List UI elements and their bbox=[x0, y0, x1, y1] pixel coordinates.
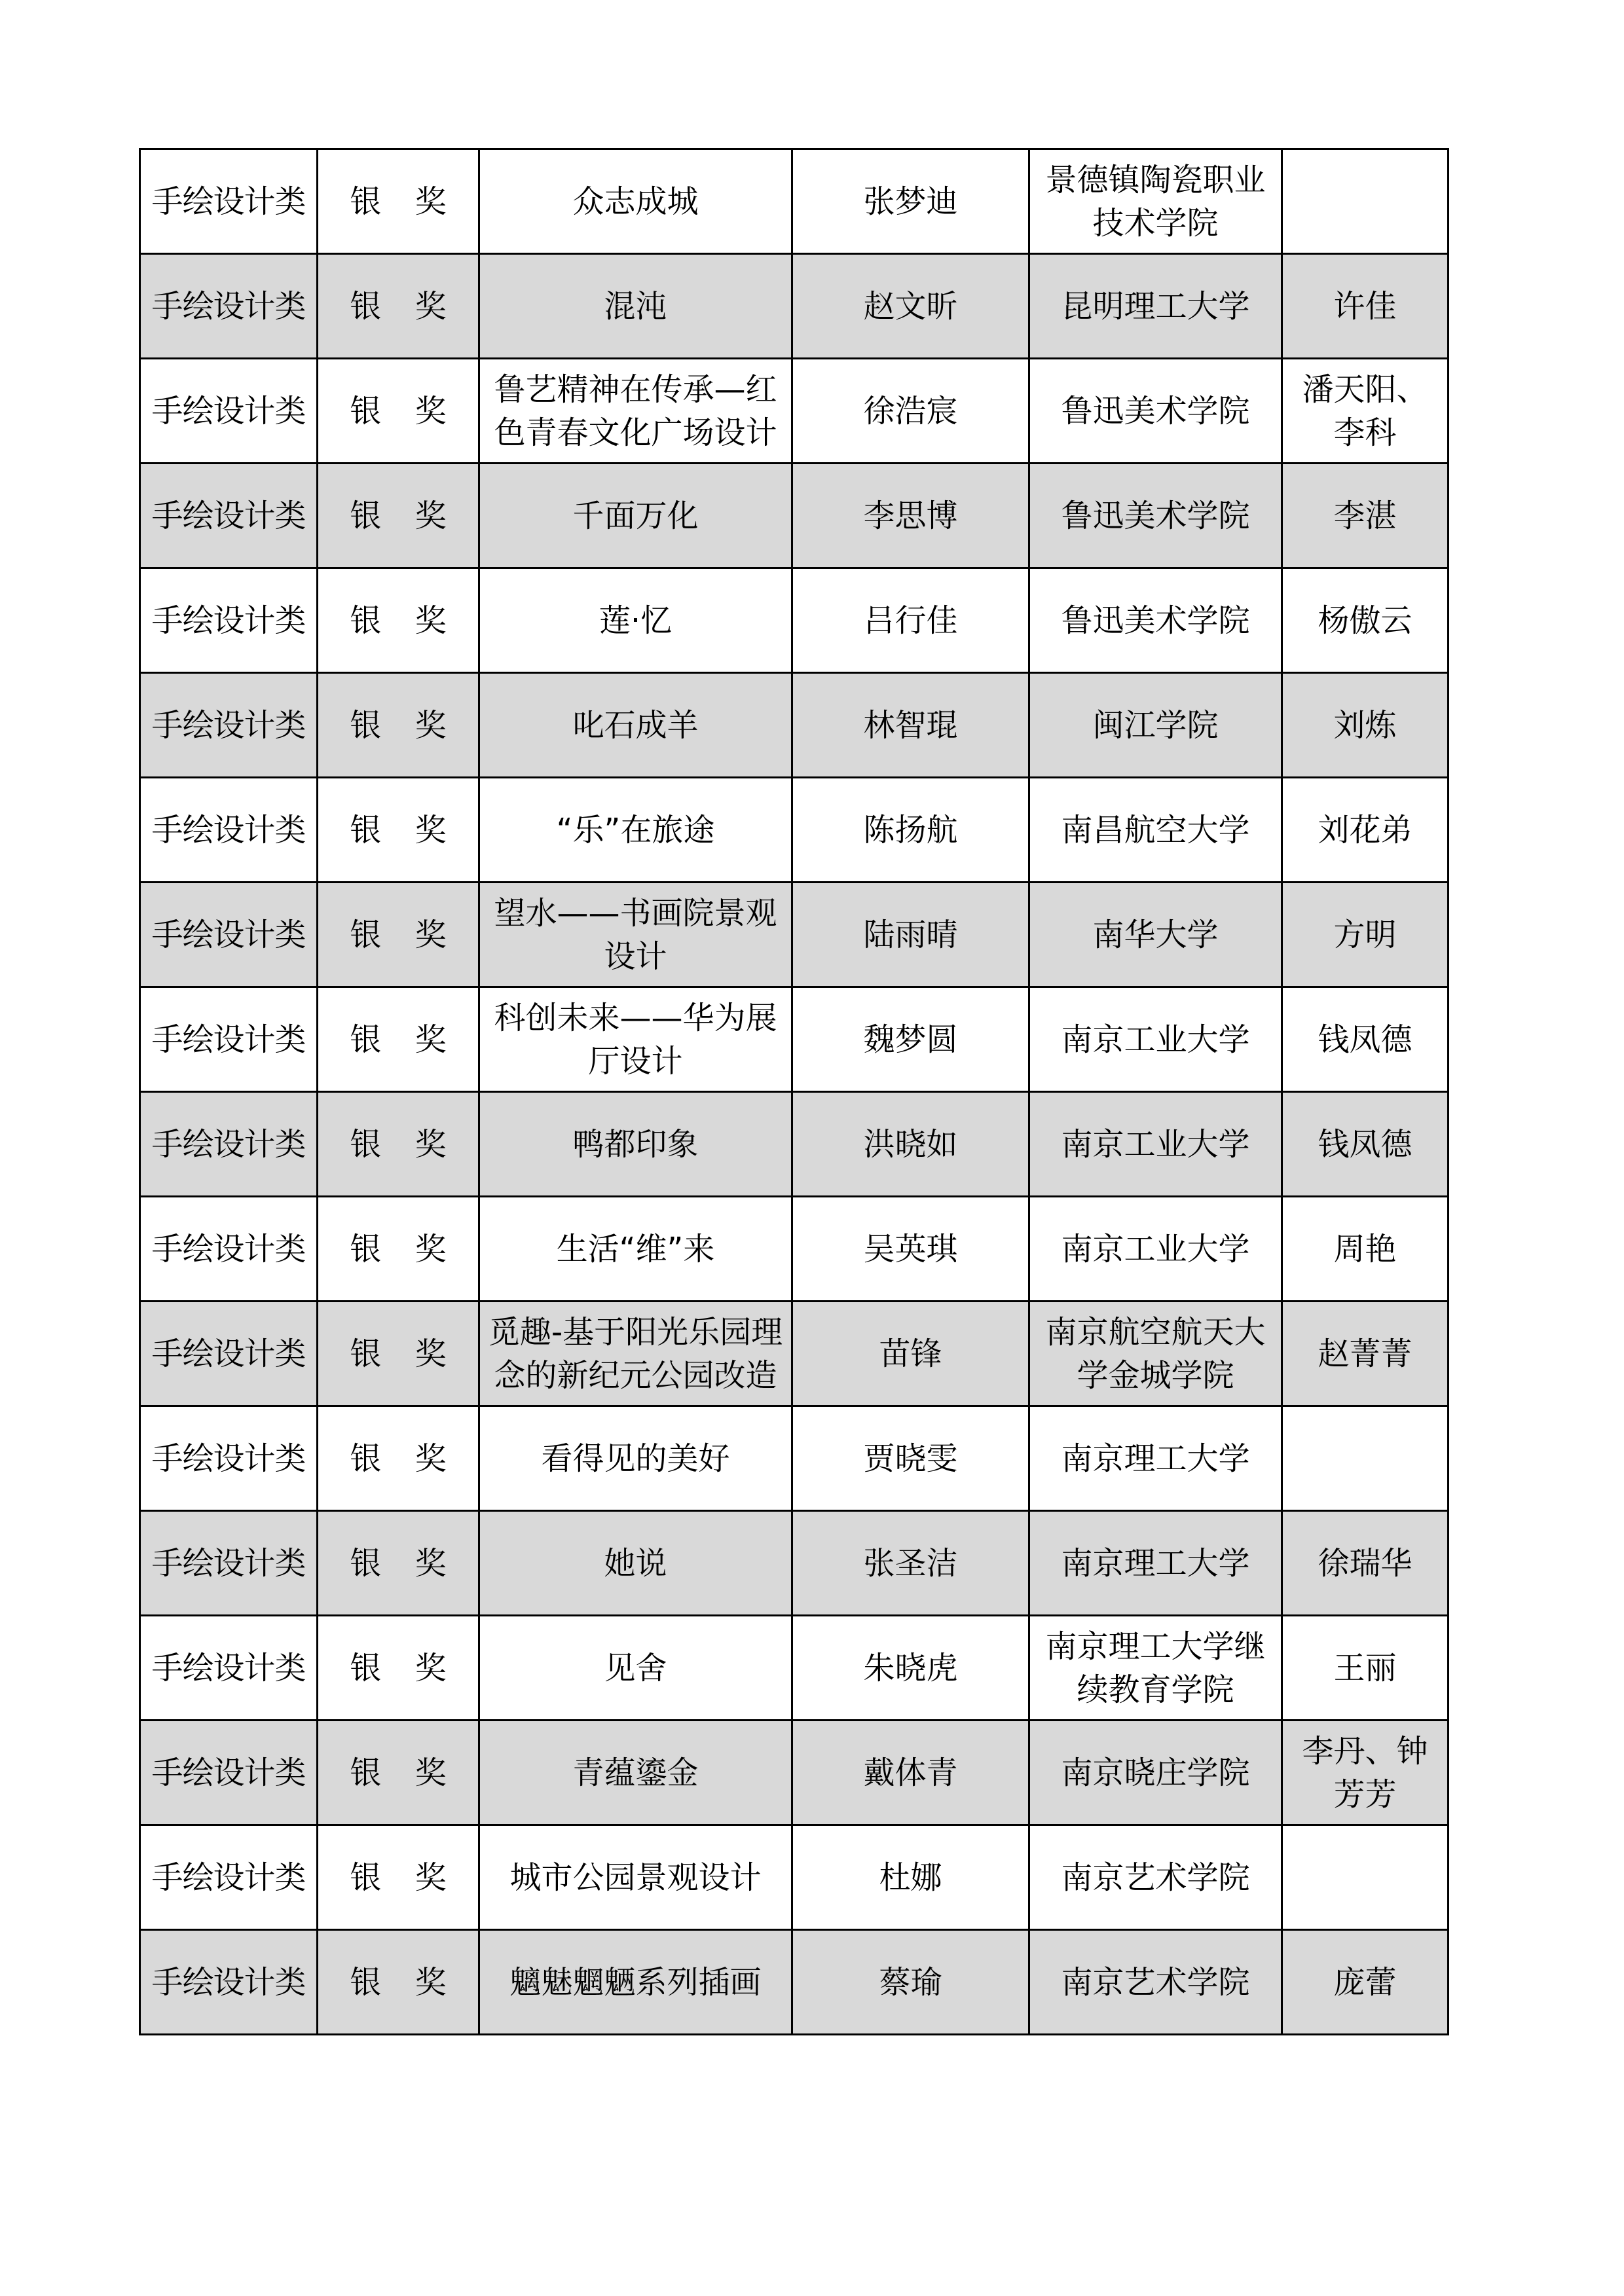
advisor-cell bbox=[1282, 149, 1449, 254]
school-cell-text: 南京工业大学 bbox=[1061, 1125, 1250, 1163]
advisor-cell bbox=[1282, 1721, 1449, 1825]
school-cell-text: 闽江学院 bbox=[1092, 706, 1219, 744]
award-level-cell-text: 银 奖 bbox=[350, 287, 458, 325]
advisor-cell-text: 方明 bbox=[1333, 916, 1397, 953]
school-cell bbox=[1029, 1930, 1282, 2035]
advisor-cell bbox=[1282, 1616, 1449, 1721]
advisor-cell-text: 许佳 bbox=[1333, 287, 1397, 325]
award-level-cell-text: 银 奖 bbox=[350, 1963, 458, 2001]
advisor-cell bbox=[1282, 883, 1449, 987]
work-title-cell-text: 混沌 bbox=[604, 287, 667, 325]
author-cell-text: 张梦迪 bbox=[863, 183, 958, 220]
work-title-cell bbox=[479, 1511, 792, 1616]
work-title-cell bbox=[479, 778, 792, 883]
author-cell-text: 陆雨晴 bbox=[863, 916, 958, 953]
advisor-cell-text: 钱凤德 bbox=[1318, 1021, 1412, 1058]
award-table bbox=[139, 148, 1449, 2035]
work-title-cell-text: 觅趣-基于阳光乐园理念的新纪元公园改造 bbox=[488, 1313, 783, 1394]
school-cell-text: 南京工业大学 bbox=[1061, 1230, 1250, 1267]
work-title-cell-text: 青蕴鎏金 bbox=[572, 1754, 699, 1791]
award-level-cell bbox=[318, 1302, 479, 1406]
work-title-cell bbox=[479, 1197, 792, 1302]
award-level-cell bbox=[318, 464, 479, 568]
table-row bbox=[140, 1511, 1449, 1616]
school-cell-text: 南京理工大学 bbox=[1061, 1544, 1250, 1582]
table-row bbox=[140, 673, 1449, 778]
work-title-cell-text: 生活“维”来 bbox=[556, 1230, 715, 1267]
award-level-cell bbox=[318, 568, 479, 673]
work-title-cell bbox=[479, 1616, 792, 1721]
advisor-cell bbox=[1282, 1511, 1449, 1616]
school-cell bbox=[1029, 673, 1282, 778]
work-title-cell-text: 莲·忆 bbox=[599, 602, 673, 639]
award-level-cell bbox=[318, 1721, 479, 1825]
author-cell-text: 吴英琪 bbox=[863, 1230, 958, 1267]
category-cell bbox=[140, 568, 318, 673]
author-cell-text: 蔡瑜 bbox=[879, 1963, 942, 2001]
author-cell-text: 朱晓虎 bbox=[863, 1649, 958, 1686]
work-title-cell bbox=[479, 987, 792, 1092]
category-cell bbox=[140, 1721, 318, 1825]
advisor-cell bbox=[1282, 1825, 1449, 1930]
table-row bbox=[140, 1406, 1449, 1511]
school-cell-text: 鲁迅美术学院 bbox=[1061, 602, 1250, 639]
category-cell-text: 手绘设计类 bbox=[151, 1859, 306, 1896]
table-row bbox=[140, 359, 1449, 464]
category-cell bbox=[140, 673, 318, 778]
work-title-cell-text: 魑魅魍魉系列插画 bbox=[509, 1963, 762, 2001]
work-title-cell-text: 望水——书画院景观设计 bbox=[494, 894, 777, 975]
work-title-cell bbox=[479, 1302, 792, 1406]
author-cell bbox=[792, 1511, 1029, 1616]
category-cell bbox=[140, 254, 318, 359]
award-table-body bbox=[140, 149, 1449, 2035]
award-level-cell-text: 银 奖 bbox=[350, 1649, 458, 1686]
school-cell bbox=[1029, 149, 1282, 254]
category-cell-text: 手绘设计类 bbox=[151, 1230, 306, 1267]
award-level-cell-text: 银 奖 bbox=[350, 1125, 458, 1163]
author-cell bbox=[792, 1197, 1029, 1302]
author-cell bbox=[792, 673, 1029, 778]
advisor-cell bbox=[1282, 987, 1449, 1092]
category-cell bbox=[140, 1616, 318, 1721]
award-level-cell-text: 银 奖 bbox=[350, 1544, 458, 1582]
category-cell-text: 手绘设计类 bbox=[151, 1335, 306, 1372]
category-cell bbox=[140, 1197, 318, 1302]
school-cell-text: 昆明理工大学 bbox=[1061, 287, 1250, 325]
work-title-cell-text: 鲁艺精神在传承—红色青春文化广场设计 bbox=[494, 371, 777, 451]
advisor-cell-text: 刘炼 bbox=[1333, 706, 1397, 744]
award-level-cell bbox=[318, 1616, 479, 1721]
advisor-cell bbox=[1282, 464, 1449, 568]
table-row bbox=[140, 883, 1449, 987]
category-cell-text: 手绘设计类 bbox=[151, 1754, 306, 1791]
award-level-cell bbox=[318, 254, 479, 359]
work-title-cell-text: 鸭都印象 bbox=[572, 1125, 699, 1163]
advisor-cell-text: 李湛 bbox=[1333, 497, 1397, 534]
school-cell bbox=[1029, 254, 1282, 359]
author-cell-text: 苗锋 bbox=[879, 1335, 942, 1372]
award-level-cell bbox=[318, 1930, 479, 2035]
category-cell-text: 手绘设计类 bbox=[151, 1649, 306, 1686]
work-title-cell bbox=[479, 1721, 792, 1825]
school-cell-text: 南昌航空大学 bbox=[1061, 811, 1250, 848]
school-cell-text: 南京理工大学 bbox=[1061, 1440, 1250, 1477]
category-cell-text: 手绘设计类 bbox=[151, 916, 306, 953]
advisor-cell-text: 钱凤德 bbox=[1318, 1125, 1412, 1163]
category-cell-text: 手绘设计类 bbox=[151, 706, 306, 744]
work-title-cell-text: 城市公园景观设计 bbox=[509, 1859, 762, 1896]
advisor-cell bbox=[1282, 1302, 1449, 1406]
author-cell-text: 徐浩宸 bbox=[863, 392, 958, 429]
school-cell-text: 南京艺术学院 bbox=[1061, 1963, 1250, 2001]
author-cell bbox=[792, 359, 1029, 464]
work-title-cell bbox=[479, 673, 792, 778]
category-cell-text: 手绘设计类 bbox=[151, 287, 306, 325]
author-cell bbox=[792, 149, 1029, 254]
author-cell bbox=[792, 1406, 1029, 1511]
advisor-cell-text: 杨傲云 bbox=[1318, 602, 1412, 639]
school-cell bbox=[1029, 1825, 1282, 1930]
work-title-cell bbox=[479, 359, 792, 464]
advisor-cell bbox=[1282, 254, 1449, 359]
category-cell bbox=[140, 987, 318, 1092]
category-cell bbox=[140, 1930, 318, 2035]
work-title-cell bbox=[479, 1825, 792, 1930]
award-level-cell-text: 银 奖 bbox=[350, 1230, 458, 1267]
table-row bbox=[140, 1197, 1449, 1302]
category-cell-text: 手绘设计类 bbox=[151, 602, 306, 639]
table-row bbox=[140, 1721, 1449, 1825]
school-cell bbox=[1029, 1092, 1282, 1197]
award-level-cell-text: 银 奖 bbox=[350, 1440, 458, 1477]
category-cell bbox=[140, 1406, 318, 1511]
school-cell-text: 南京工业大学 bbox=[1061, 1021, 1250, 1058]
award-level-cell-text: 银 奖 bbox=[350, 392, 458, 429]
award-level-cell-text: 银 奖 bbox=[350, 706, 458, 744]
award-level-cell bbox=[318, 1825, 479, 1930]
award-level-cell bbox=[318, 883, 479, 987]
advisor-cell-text: 刘花弟 bbox=[1318, 811, 1412, 848]
advisor-cell bbox=[1282, 1197, 1449, 1302]
table-row bbox=[140, 254, 1449, 359]
award-level-cell-text: 银 奖 bbox=[350, 811, 458, 848]
advisor-cell-text: 李丹、钟芳芳 bbox=[1302, 1732, 1428, 1813]
school-cell-text: 鲁迅美术学院 bbox=[1061, 392, 1250, 429]
award-level-cell-text: 银 奖 bbox=[350, 1021, 458, 1058]
award-level-cell bbox=[318, 1197, 479, 1302]
school-cell bbox=[1029, 568, 1282, 673]
advisor-cell-text: 王丽 bbox=[1333, 1649, 1397, 1686]
work-title-cell-text: 千面万化 bbox=[572, 497, 699, 534]
advisor-cell-text: 周艳 bbox=[1333, 1230, 1397, 1267]
school-cell bbox=[1029, 778, 1282, 883]
category-cell-text: 手绘设计类 bbox=[151, 1963, 306, 2001]
award-level-cell bbox=[318, 359, 479, 464]
author-cell-text: 林智琨 bbox=[863, 706, 958, 744]
award-list-sheet bbox=[139, 148, 1447, 2035]
school-cell-text: 景德镇陶瓷职业技术学院 bbox=[1045, 161, 1266, 242]
table-row bbox=[140, 1616, 1449, 1721]
school-cell bbox=[1029, 1616, 1282, 1721]
work-title-cell-text: 她说 bbox=[604, 1544, 667, 1582]
category-cell bbox=[140, 883, 318, 987]
category-cell-text: 手绘设计类 bbox=[151, 392, 306, 429]
category-cell-text: 手绘设计类 bbox=[151, 1125, 306, 1163]
category-cell bbox=[140, 1825, 318, 1930]
work-title-cell-text: 科创未来——华为展厅设计 bbox=[494, 999, 777, 1080]
work-title-cell-text: 见舍 bbox=[604, 1649, 667, 1686]
category-cell-text: 手绘设计类 bbox=[151, 497, 306, 534]
category-cell bbox=[140, 1511, 318, 1616]
author-cell-text: 陈扬航 bbox=[863, 811, 958, 848]
author-cell bbox=[792, 987, 1029, 1092]
table-row bbox=[140, 778, 1449, 883]
advisor-cell bbox=[1282, 1092, 1449, 1197]
advisor-cell-text: 徐瑞华 bbox=[1318, 1544, 1412, 1582]
advisor-cell-text: 赵菁菁 bbox=[1318, 1335, 1412, 1372]
author-cell bbox=[792, 464, 1029, 568]
author-cell bbox=[792, 568, 1029, 673]
school-cell bbox=[1029, 1302, 1282, 1406]
award-level-cell bbox=[318, 1406, 479, 1511]
school-cell bbox=[1029, 1197, 1282, 1302]
author-cell bbox=[792, 1825, 1029, 1930]
author-cell bbox=[792, 883, 1029, 987]
category-cell bbox=[140, 359, 318, 464]
category-cell-text: 手绘设计类 bbox=[151, 1544, 306, 1582]
author-cell-text: 杜娜 bbox=[879, 1859, 942, 1896]
category-cell bbox=[140, 149, 318, 254]
work-title-cell bbox=[479, 568, 792, 673]
table-row bbox=[140, 1302, 1449, 1406]
author-cell bbox=[792, 1930, 1029, 2035]
school-cell-text: 南京航空航天大学金城学院 bbox=[1045, 1313, 1266, 1394]
school-cell bbox=[1029, 987, 1282, 1092]
award-level-cell-text: 银 奖 bbox=[350, 916, 458, 953]
school-cell-text: 南京理工大学继续教育学院 bbox=[1045, 1628, 1266, 1708]
table-row bbox=[140, 987, 1449, 1092]
category-cell-text: 手绘设计类 bbox=[151, 1440, 306, 1477]
advisor-cell-text: 潘天阳、李科 bbox=[1302, 371, 1428, 451]
author-cell-text: 张圣洁 bbox=[863, 1544, 958, 1582]
award-level-cell bbox=[318, 778, 479, 883]
advisor-cell bbox=[1282, 1406, 1449, 1511]
table-row bbox=[140, 1930, 1449, 2035]
school-cell bbox=[1029, 1406, 1282, 1511]
advisor-cell bbox=[1282, 568, 1449, 673]
award-level-cell bbox=[318, 149, 479, 254]
author-cell bbox=[792, 778, 1029, 883]
author-cell-text: 赵文昕 bbox=[863, 287, 958, 325]
table-row bbox=[140, 464, 1449, 568]
work-title-cell bbox=[479, 1406, 792, 1511]
work-title-cell bbox=[479, 1092, 792, 1197]
award-level-cell bbox=[318, 673, 479, 778]
school-cell-text: 南京艺术学院 bbox=[1061, 1859, 1250, 1896]
work-title-cell-text: “乐”在旅途 bbox=[556, 811, 715, 848]
author-cell-text: 魏梦圆 bbox=[863, 1021, 958, 1058]
award-level-cell bbox=[318, 1092, 479, 1197]
category-cell-text: 手绘设计类 bbox=[151, 1021, 306, 1058]
table-row bbox=[140, 568, 1449, 673]
table-row bbox=[140, 1092, 1449, 1197]
school-cell bbox=[1029, 359, 1282, 464]
school-cell bbox=[1029, 883, 1282, 987]
author-cell-text: 洪晓如 bbox=[863, 1125, 958, 1163]
author-cell bbox=[792, 1302, 1029, 1406]
category-cell bbox=[140, 1302, 318, 1406]
work-title-cell bbox=[479, 254, 792, 359]
award-level-cell bbox=[318, 1511, 479, 1616]
author-cell-text: 李思博 bbox=[863, 497, 958, 534]
category-cell bbox=[140, 778, 318, 883]
author-cell-text: 吕行佳 bbox=[863, 602, 958, 639]
work-title-cell bbox=[479, 464, 792, 568]
school-cell-text: 鲁迅美术学院 bbox=[1061, 497, 1250, 534]
award-level-cell-text: 银 奖 bbox=[350, 183, 458, 220]
award-level-cell-text: 银 奖 bbox=[350, 1335, 458, 1372]
advisor-cell bbox=[1282, 778, 1449, 883]
school-cell bbox=[1029, 1721, 1282, 1825]
award-level-cell bbox=[318, 987, 479, 1092]
work-title-cell-text: 看得见的美好 bbox=[541, 1440, 730, 1477]
work-title-cell bbox=[479, 883, 792, 987]
category-cell-text: 手绘设计类 bbox=[151, 811, 306, 848]
work-title-cell-text: 众志成城 bbox=[572, 183, 699, 220]
author-cell bbox=[792, 254, 1029, 359]
category-cell bbox=[140, 1092, 318, 1197]
table-row bbox=[140, 149, 1449, 254]
school-cell bbox=[1029, 464, 1282, 568]
author-cell-text: 贾晓雯 bbox=[863, 1440, 958, 1477]
advisor-cell-text: 庞蕾 bbox=[1333, 1963, 1397, 2001]
author-cell-text: 戴体青 bbox=[863, 1754, 958, 1791]
category-cell bbox=[140, 464, 318, 568]
advisor-cell bbox=[1282, 359, 1449, 464]
award-level-cell-text: 银 奖 bbox=[350, 1859, 458, 1896]
work-title-cell bbox=[479, 149, 792, 254]
category-cell-text: 手绘设计类 bbox=[151, 183, 306, 220]
table-row bbox=[140, 1825, 1449, 1930]
work-title-cell bbox=[479, 1930, 792, 2035]
school-cell-text: 南京晓庄学院 bbox=[1061, 1754, 1250, 1791]
award-level-cell-text: 银 奖 bbox=[350, 1754, 458, 1791]
work-title-cell-text: 叱石成羊 bbox=[572, 706, 699, 744]
author-cell bbox=[792, 1721, 1029, 1825]
author-cell bbox=[792, 1092, 1029, 1197]
advisor-cell bbox=[1282, 673, 1449, 778]
award-level-cell-text: 银 奖 bbox=[350, 497, 458, 534]
school-cell bbox=[1029, 1511, 1282, 1616]
school-cell-text: 南华大学 bbox=[1092, 916, 1219, 953]
author-cell bbox=[792, 1616, 1029, 1721]
award-level-cell-text: 银 奖 bbox=[350, 602, 458, 639]
advisor-cell bbox=[1282, 1930, 1449, 2035]
